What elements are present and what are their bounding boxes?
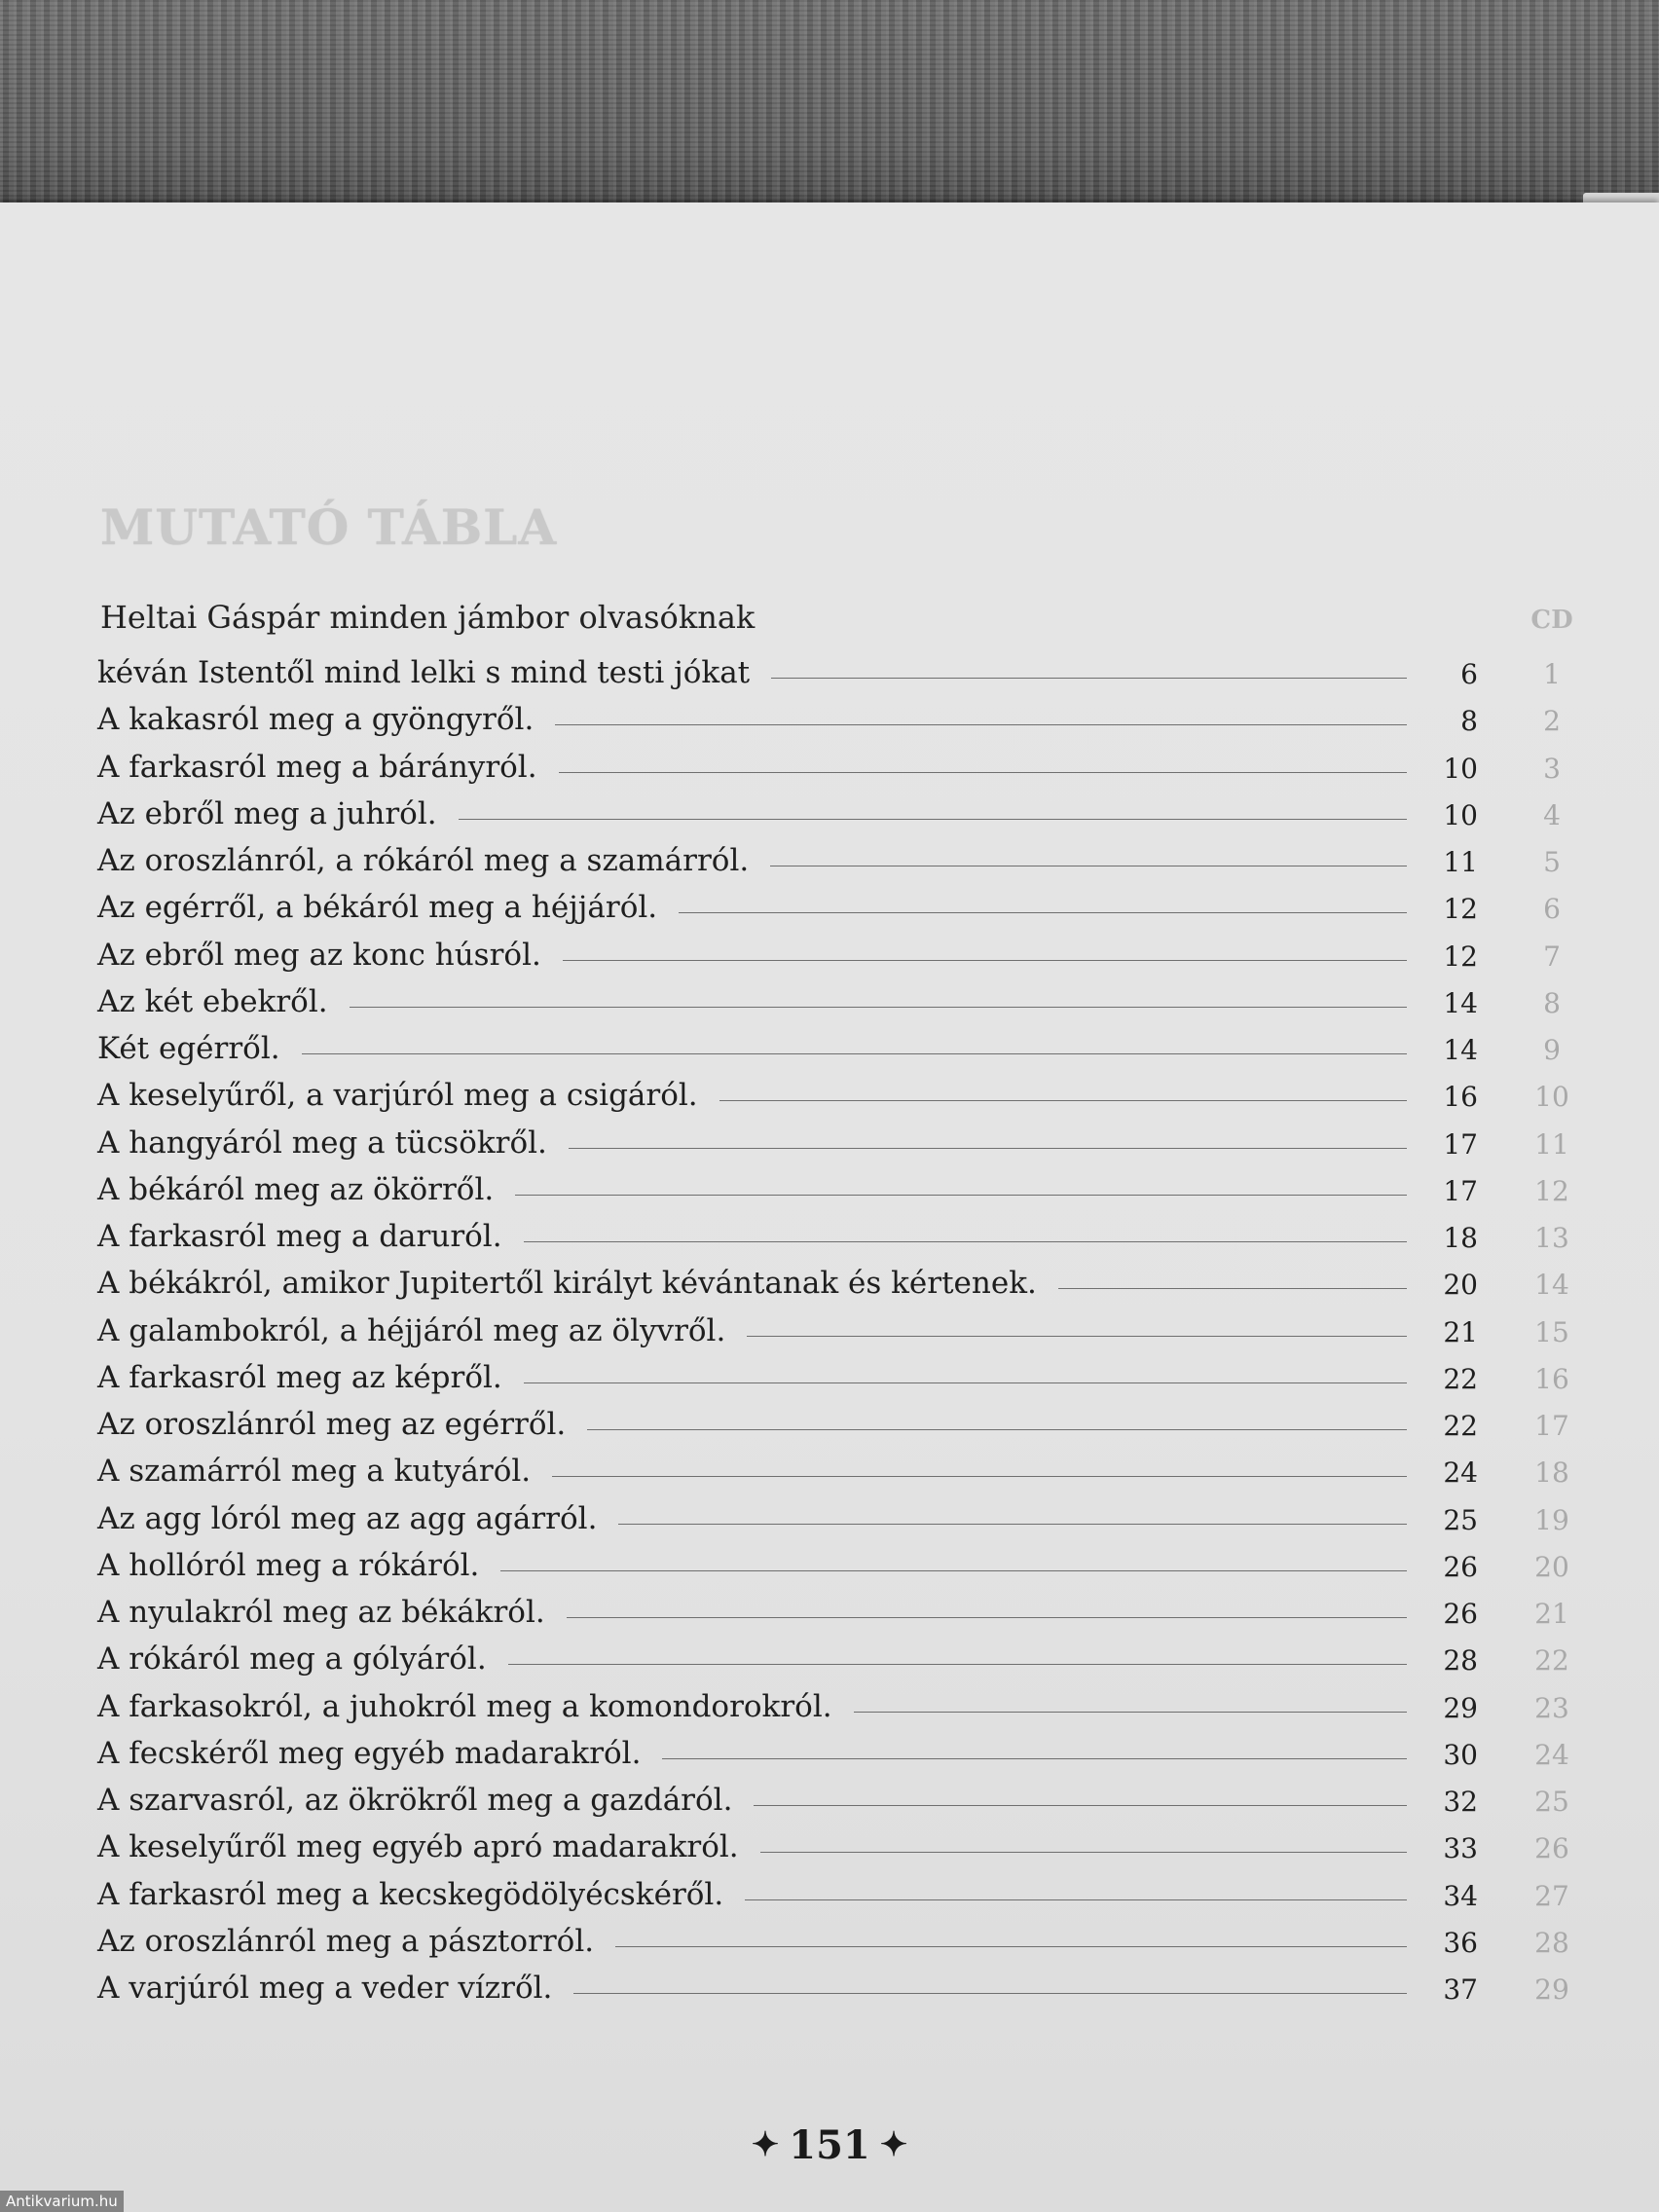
entry-title: Az agg lóról meg az agg agárról. — [97, 1500, 598, 1536]
leader-line — [524, 1241, 1407, 1242]
entry-page-number: 6 — [1460, 658, 1478, 690]
entry-page-number: 34 — [1443, 1879, 1478, 1912]
watermark: Antikvarium.hu — [0, 2191, 124, 2212]
entry-title: A nyulakról meg az békákról. — [97, 1595, 545, 1630]
table-row — [97, 1777, 1597, 1824]
page-footer — [0, 2122, 1659, 2168]
leader-line — [555, 724, 1407, 725]
entry-title: A szamárról meg a kutyáról. — [97, 1454, 532, 1490]
entry-title: A szarvasról, az ökrökről meg a gazdáról. — [97, 1783, 733, 1818]
entry-cd-track: 5 — [1543, 846, 1561, 878]
entry-title: A békáról meg az ökörről. — [97, 1171, 495, 1207]
table-row — [97, 884, 1597, 931]
entry-title: A galambokról, a héjjáról meg az ölyvről. — [97, 1312, 726, 1348]
entry-page-number: 10 — [1443, 798, 1478, 831]
entry-page-number: 21 — [1443, 1315, 1478, 1348]
entry-page-number: 22 — [1443, 1362, 1478, 1395]
leader-line — [515, 1195, 1407, 1196]
entry-cd-track: 12 — [1534, 1174, 1569, 1207]
entry-cd-track: 3 — [1543, 752, 1561, 785]
entry-cd-track: 7 — [1543, 940, 1561, 973]
entry-title: A farkasról meg a kecskegödölyécskéről. — [97, 1876, 724, 1912]
entry-cd-track: 1 — [1543, 658, 1561, 690]
entry-title: Az oroszlánról meg az egérről. — [97, 1407, 567, 1442]
table-row — [97, 837, 1597, 884]
table-row — [97, 1730, 1597, 1777]
entry-page-number: 26 — [1443, 1550, 1478, 1583]
leader-line — [350, 1007, 1407, 1008]
entry-page-number: 12 — [1443, 893, 1478, 926]
entry-title: Az ebről meg az konc húsról. — [97, 937, 541, 973]
leader-line — [662, 1758, 1407, 1759]
entry-title: A hangyáról meg a tücsökről. — [97, 1124, 547, 1161]
entry-page-number: 14 — [1443, 1034, 1478, 1066]
leader-line — [302, 1053, 1407, 1054]
entry-cd-track: 21 — [1534, 1598, 1569, 1630]
leader-line — [719, 1100, 1407, 1101]
entry-cd-track: 19 — [1534, 1503, 1569, 1536]
table-row — [97, 1683, 1597, 1730]
table-row — [97, 1354, 1597, 1401]
entry-page-number: 17 — [1443, 1174, 1478, 1207]
leader-line — [747, 1336, 1407, 1337]
table-row — [97, 1401, 1597, 1448]
entry-cd-track: 18 — [1534, 1456, 1569, 1490]
leader-line — [754, 1805, 1407, 1806]
table-row — [97, 1260, 1597, 1307]
entry-page-number: 20 — [1443, 1269, 1478, 1302]
table-row — [97, 1025, 1597, 1072]
leader-line — [500, 1570, 1407, 1571]
entry-title: Az két ebekről. — [97, 983, 328, 1019]
entry-page-number: 37 — [1443, 1973, 1478, 2006]
entry-page-number: 14 — [1443, 986, 1478, 1019]
cd-column-header: CD — [1530, 606, 1573, 635]
table-row — [97, 1589, 1597, 1636]
entry-cd-track: 10 — [1534, 1081, 1569, 1114]
table-row — [97, 649, 1597, 696]
entry-page-number: 22 — [1443, 1410, 1478, 1442]
table-row — [97, 1871, 1597, 1918]
entry-cd-track: 27 — [1534, 1879, 1569, 1912]
diamond-star-icon: ✦ — [751, 2125, 780, 2164]
entry-cd-track: 8 — [1543, 986, 1561, 1019]
page-number: 151 — [789, 2122, 870, 2168]
intro-line: Heltai Gáspár minden jámbor olvasóknak — [100, 599, 756, 636]
entry-title: Két egérről. — [97, 1031, 280, 1066]
entry-title: Az oroszlánról meg a pásztorról. — [97, 1923, 595, 1959]
table-row — [97, 1213, 1597, 1260]
entry-cd-track: 2 — [1543, 705, 1561, 738]
entry-cd-track: 26 — [1534, 1832, 1569, 1865]
leader-line — [569, 1148, 1407, 1149]
table-row — [97, 696, 1597, 743]
entry-page-number: 17 — [1443, 1127, 1478, 1161]
entry-title: Az egérről, a békáról meg a héjjáról. — [97, 890, 658, 926]
entry-title: A farkasról meg a bárányról. — [97, 749, 537, 785]
leader-line — [615, 1946, 1407, 1947]
table-row — [97, 1636, 1597, 1682]
entry-page-number: 29 — [1443, 1691, 1478, 1724]
table-row — [97, 932, 1597, 978]
leader-line — [587, 1429, 1407, 1430]
table-row — [97, 1965, 1597, 2011]
entry-cd-track: 9 — [1543, 1034, 1561, 1066]
entry-cd-track: 11 — [1534, 1127, 1569, 1161]
entry-title: A fecskéről meg egyéb madarakról. — [97, 1735, 642, 1771]
entry-title: A keselyűről, a varjúról meg a csigáról. — [97, 1078, 698, 1114]
entry-page-number: 33 — [1443, 1832, 1478, 1865]
entry-page-number: 25 — [1443, 1503, 1478, 1536]
table-row — [97, 1308, 1597, 1354]
table-row — [97, 744, 1597, 791]
leader-line — [679, 912, 1407, 913]
entry-title: A farkasról meg az képről. — [97, 1359, 502, 1395]
table-row — [97, 1166, 1597, 1213]
leader-line — [771, 678, 1407, 679]
leader-line — [552, 1476, 1407, 1477]
entry-title: A rókáról meg a gólyáról. — [97, 1641, 487, 1677]
leader-line — [524, 1382, 1407, 1383]
entry-cd-track: 28 — [1534, 1926, 1569, 1959]
leader-line — [508, 1664, 1407, 1665]
table-row — [97, 1072, 1597, 1119]
entry-page-number: 30 — [1443, 1738, 1478, 1771]
entry-cd-track: 22 — [1534, 1644, 1569, 1677]
entry-title: Az oroszlánról, a rókáról meg a szamárról. — [97, 843, 750, 878]
leader-line — [854, 1712, 1407, 1713]
entry-cd-track: 14 — [1534, 1269, 1569, 1302]
leader-line — [573, 1993, 1407, 1994]
entry-page-number: 36 — [1443, 1926, 1478, 1959]
table-row — [97, 1824, 1597, 1870]
page-title: MUTATÓ TÁBLA — [100, 498, 558, 556]
table-row — [97, 791, 1597, 837]
table-row — [97, 1120, 1597, 1166]
entry-title: Az ebről meg a juhról. — [97, 795, 437, 831]
entry-page-number: 28 — [1443, 1644, 1478, 1677]
entry-page-number: 24 — [1443, 1456, 1478, 1490]
entry-page-number: 26 — [1443, 1598, 1478, 1630]
entry-title: A farkasról meg a daruról. — [97, 1219, 502, 1254]
leader-line — [563, 960, 1407, 961]
entry-title: A keselyűről meg egyéb apró madarakról. — [97, 1829, 739, 1865]
entry-page-number: 11 — [1443, 846, 1478, 878]
entry-cd-track: 13 — [1534, 1222, 1569, 1254]
entry-title: A kakasról meg a gyöngyről. — [97, 702, 535, 738]
leader-line — [459, 819, 1407, 820]
leader-line — [567, 1617, 1407, 1618]
entry-page-number: 16 — [1443, 1081, 1478, 1114]
table-row — [97, 978, 1597, 1025]
entry-page-number: 12 — [1443, 940, 1478, 973]
entry-title: A hollóról meg a rókáról. — [97, 1547, 480, 1583]
table-row — [97, 1918, 1597, 1965]
entry-cd-track: 6 — [1543, 893, 1561, 926]
entry-title: A békákról, amikor Jupitertől királyt kévántanak és kértenek. — [97, 1266, 1037, 1302]
entry-cd-track: 23 — [1534, 1691, 1569, 1724]
table-row — [97, 1448, 1597, 1494]
entry-cd-track: 24 — [1534, 1738, 1569, 1771]
entry-cd-track: 15 — [1534, 1315, 1569, 1348]
entry-cd-track: 20 — [1534, 1550, 1569, 1583]
entry-page-number: 32 — [1443, 1786, 1478, 1818]
entry-page-number: 8 — [1460, 705, 1478, 738]
entry-title: kéván Istentől mind lelki s mind testi jókat — [97, 655, 751, 690]
entry-cd-track: 4 — [1543, 798, 1561, 831]
leader-line — [745, 1899, 1407, 1900]
leader-line — [760, 1852, 1407, 1853]
leader-line — [618, 1524, 1407, 1525]
entry-title: A farkasokról, a juhokról meg a komondorokról. — [97, 1688, 832, 1724]
diamond-star-icon: ✦ — [879, 2125, 908, 2164]
table-row — [97, 1495, 1597, 1542]
entry-cd-track: 25 — [1534, 1786, 1569, 1818]
entry-cd-track: 16 — [1534, 1362, 1569, 1395]
table-row — [97, 1542, 1597, 1589]
leader-line — [559, 772, 1407, 773]
entry-title: A varjúról meg a veder vízről. — [97, 1971, 553, 2006]
entry-cd-track: 17 — [1534, 1410, 1569, 1442]
entry-page-number: 10 — [1443, 752, 1478, 785]
entry-page-number: 18 — [1443, 1222, 1478, 1254]
entry-cd-track: 29 — [1534, 1973, 1569, 2006]
